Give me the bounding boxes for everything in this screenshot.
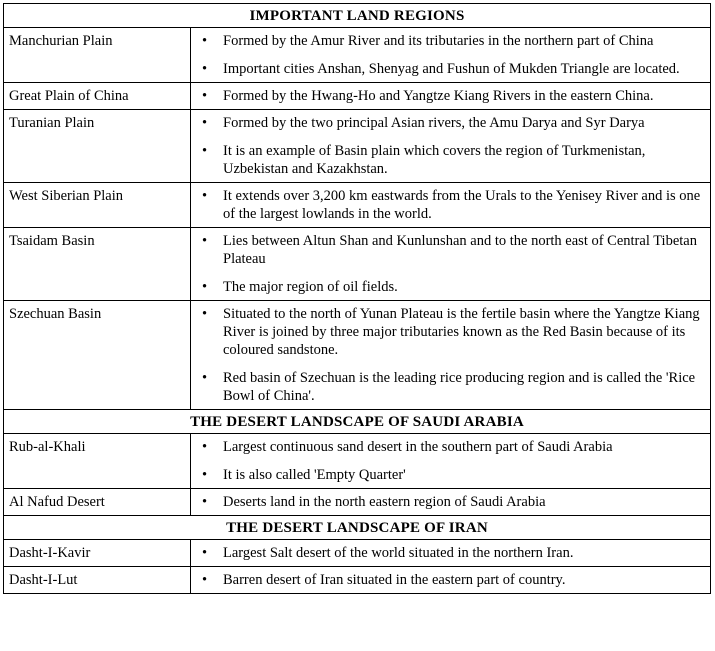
section-heading: THE DESERT LANDSCAPE OF IRAN — [4, 516, 711, 540]
region-name: Dasht-I-Lut — [4, 567, 191, 594]
table-row — [4, 540, 711, 567]
region-description — [191, 567, 711, 594]
section-heading-row — [4, 516, 711, 540]
bullet-point: • Situated to the north of Yunan Plateau is the fertile basin where the Yangtze Kiang River is joined by three major tributaries known as the Red Basin because of its coloured sandstone. — [196, 305, 706, 359]
region-name: Great Plain of China — [4, 83, 191, 110]
region-name: Al Nafud Desert — [4, 489, 191, 516]
section-heading-row — [4, 410, 711, 434]
region-description — [191, 434, 711, 489]
table-row — [4, 183, 711, 228]
region-description — [191, 83, 711, 110]
region-description — [191, 540, 711, 567]
bullet-point: • Barren desert of Iran situated in the eastern part of country. — [196, 571, 706, 589]
bullet-point: • It is an example of Basin plain which covers the region of Turkmenistan, Uzbekistan and Kazakhstan. — [196, 142, 706, 178]
table-row — [4, 110, 711, 183]
bullet-list — [196, 32, 706, 78]
bullet-list — [196, 305, 706, 405]
region-description — [191, 110, 711, 183]
section-heading: IMPORTANT LAND REGIONS — [4, 4, 711, 28]
region-name: Dasht-I-Kavir — [4, 540, 191, 567]
bullet-point: • Formed by the two principal Asian rivers, the Amu Darya and Syr Darya — [196, 114, 706, 132]
bullet-list — [196, 187, 706, 223]
bullet-list — [196, 571, 706, 589]
bullet-point: • Important cities Anshan, Shenyag and Fushun of Mukden Triangle are located. — [196, 60, 706, 78]
bullet-list — [196, 493, 706, 511]
table-row — [4, 567, 711, 594]
region-name: Rub-al-Khali — [4, 434, 191, 489]
bullet-point: • Deserts land in the north eastern region of Saudi Arabia — [196, 493, 706, 511]
region-name: Manchurian Plain — [4, 28, 191, 83]
bullet-point: • Formed by the Hwang-Ho and Yangtze Kiang Rivers in the eastern China. — [196, 87, 706, 105]
table-row — [4, 301, 711, 410]
bullet-list — [196, 438, 706, 484]
bullet-point: • It extends over 3,200 km eastwards from the Urals to the Yenisey River and is one of the largest lowlands in the world. — [196, 187, 706, 223]
region-name: Turanian Plain — [4, 110, 191, 183]
table-row — [4, 489, 711, 516]
table-row — [4, 228, 711, 301]
bullet-point: • Formed by the Amur River and its tributaries in the northern part of China — [196, 32, 706, 50]
table-row — [4, 28, 711, 83]
section-heading-row — [4, 4, 711, 28]
section-heading: THE DESERT LANDSCAPE OF SAUDI ARABIA — [4, 410, 711, 434]
land-regions-table — [3, 3, 711, 594]
bullet-point: • Largest continuous sand desert in the southern part of Saudi Arabia — [196, 438, 706, 456]
region-description — [191, 489, 711, 516]
region-description — [191, 301, 711, 410]
table-body — [4, 4, 711, 594]
bullet-point: • Red basin of Szechuan is the leading rice producing region and is called the 'Rice Bowl of China'. — [196, 369, 706, 405]
table-row — [4, 434, 711, 489]
bullet-point: • It is also called 'Empty Quarter' — [196, 466, 706, 484]
region-name: Szechuan Basin — [4, 301, 191, 410]
bullet-point: • Largest Salt desert of the world situated in the northern Iran. — [196, 544, 706, 562]
region-name: Tsaidam Basin — [4, 228, 191, 301]
region-description — [191, 228, 711, 301]
region-name: West Siberian Plain — [4, 183, 191, 228]
bullet-list — [196, 87, 706, 105]
bullet-point: • Lies between Altun Shan and Kunlunshan and to the north east of Central Tibetan Plateau — [196, 232, 706, 268]
table-row — [4, 83, 711, 110]
region-description — [191, 28, 711, 83]
bullet-list — [196, 114, 706, 178]
bullet-point: • The major region of oil fields. — [196, 278, 706, 296]
bullet-list — [196, 232, 706, 296]
bullet-list — [196, 544, 706, 562]
region-description — [191, 183, 711, 228]
